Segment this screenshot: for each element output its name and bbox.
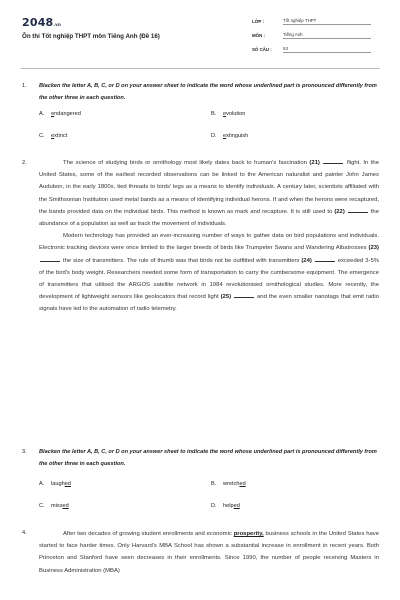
blank-25: (25) <box>220 294 232 301</box>
question-3 <box>22 447 380 519</box>
option-d[interactable]: D. extinguish <box>211 133 249 139</box>
meta-subject-key: MÔN : <box>252 32 265 38</box>
question-number: 4. <box>22 530 27 536</box>
option-b[interactable]: B. wretched <box>211 481 246 487</box>
meta-subject <box>252 30 371 40</box>
meta-count-key: SỐ CÂU : <box>252 46 272 52</box>
option-text: missed <box>51 503 69 509</box>
blank-line[interactable] <box>315 256 335 262</box>
passage-paragraph-1: The science of studying birds or ornithology most likely dates back to human's fascination (21) flight. In the United States, some of the earliest recorded observations can be linked to the American naturalist and painter John James Audubon, in the early 1800s, tied threads to birds' legs as a means to identify individuals. A century later, scientists affiliated with the Smithsonian Institution used metal bands as a means of identifying individual herons. If and when the herons were recaptured, the bands provided data on the individual birds. This method is known as mark and recapture. It is still used to (22) the abundance of a population as well as track the movement of individuals. <box>39 160 379 228</box>
passage-paragraph-2: Modern technology has provided an ever-increasing number of ways to gather data on bird populations and individuals. Electronic tracking devices were once limited to the larger breeds of birds like Trumpeter Swans and Wandering Albatrosses (23) the size of transmitters. The rule of thumb was that birds not be outfitted with transmitters (24) exceeded 3-5% of the bird's body weight. Researchers needed some form of transportation to carry the cumbersome equipment. The emergence of transmitters that utilised the ARGOS satellite network in 1984 revolutionised ornithological studies. More recently, the development of lightweight sensors like geolocators that record light (25) and the even smaller nanotags that emit radio signals have led to the automation of radio telemetry. <box>39 233 379 313</box>
option-a[interactable]: A. laughed <box>39 481 71 487</box>
blank-21: (21) <box>309 160 320 166</box>
option-text: extinguish <box>223 133 249 139</box>
option-text: evolution <box>223 111 246 117</box>
blank-line[interactable] <box>40 256 60 262</box>
question-number: 2. <box>22 160 27 166</box>
meta-class-value: Tốt nghiệp THPT <box>283 17 371 25</box>
option-text: helped <box>223 503 240 509</box>
underlined-word: prosperity, <box>233 531 264 537</box>
blank-line[interactable] <box>234 292 254 298</box>
header-divider <box>21 68 380 69</box>
meta-count-value: 53 <box>283 45 371 53</box>
option-b[interactable]: B. evolution <box>211 111 246 117</box>
blank-22: (22) <box>334 208 345 215</box>
blank-line[interactable] <box>323 158 343 164</box>
meta-class-key: LỚP : <box>252 18 264 24</box>
option-text: laughed <box>51 481 71 487</box>
meta-count <box>252 44 371 54</box>
question-instruction: Blacken the letter A, B, C, or D on your answer sheet to indicate the word whose underlined part is pronounced differently from the other three in each question. <box>39 449 377 467</box>
meta-class <box>252 16 371 26</box>
option-text: wretched <box>223 481 246 487</box>
logo-text: 2048 <box>22 16 54 29</box>
blank-24: (24) <box>301 257 312 264</box>
question-number: 3. <box>22 449 27 455</box>
option-d[interactable]: D. helped <box>211 503 240 509</box>
option-text: endangered <box>51 111 81 117</box>
question-instruction: Blacken the letter A, B, C, or D on your answer sheet to indicate the word whose underlined part is pronounced differently from the other three in each question. <box>39 83 377 101</box>
option-c[interactable]: C. missed <box>39 503 69 509</box>
passage-paragraph: After two decades of growing student enrollments and economic prosperity, business schools in the United States have started to face harder times. Only Harvard's MBA School has shown a substantial increase in enrollment in recent years. Both Princeton and Stanford have seen decreases in their enrollments. Since 1990, the number of people receiving Masters in Business Administration (MBA) <box>39 531 379 574</box>
reading-passage <box>39 157 379 316</box>
question-number: 1. <box>22 83 27 89</box>
blank-line[interactable] <box>348 207 368 213</box>
option-c[interactable]: C. extinct <box>39 133 68 139</box>
reading-passage-q4 <box>39 528 379 577</box>
document-title: Ôn thi Tốt nghiệp THPT môn Tiếng Anh (Đề 16) <box>22 33 160 40</box>
option-text: extinct <box>51 133 68 139</box>
question-1 <box>22 81 380 153</box>
option-a[interactable]: A. endangered <box>39 111 81 117</box>
logo-suffix: .vn <box>53 22 61 27</box>
blank-23: (23) <box>368 245 379 252</box>
site-logo[interactable] <box>22 16 61 29</box>
meta-subject-value: Tiếng Anh <box>283 31 371 39</box>
page-header <box>0 0 400 68</box>
